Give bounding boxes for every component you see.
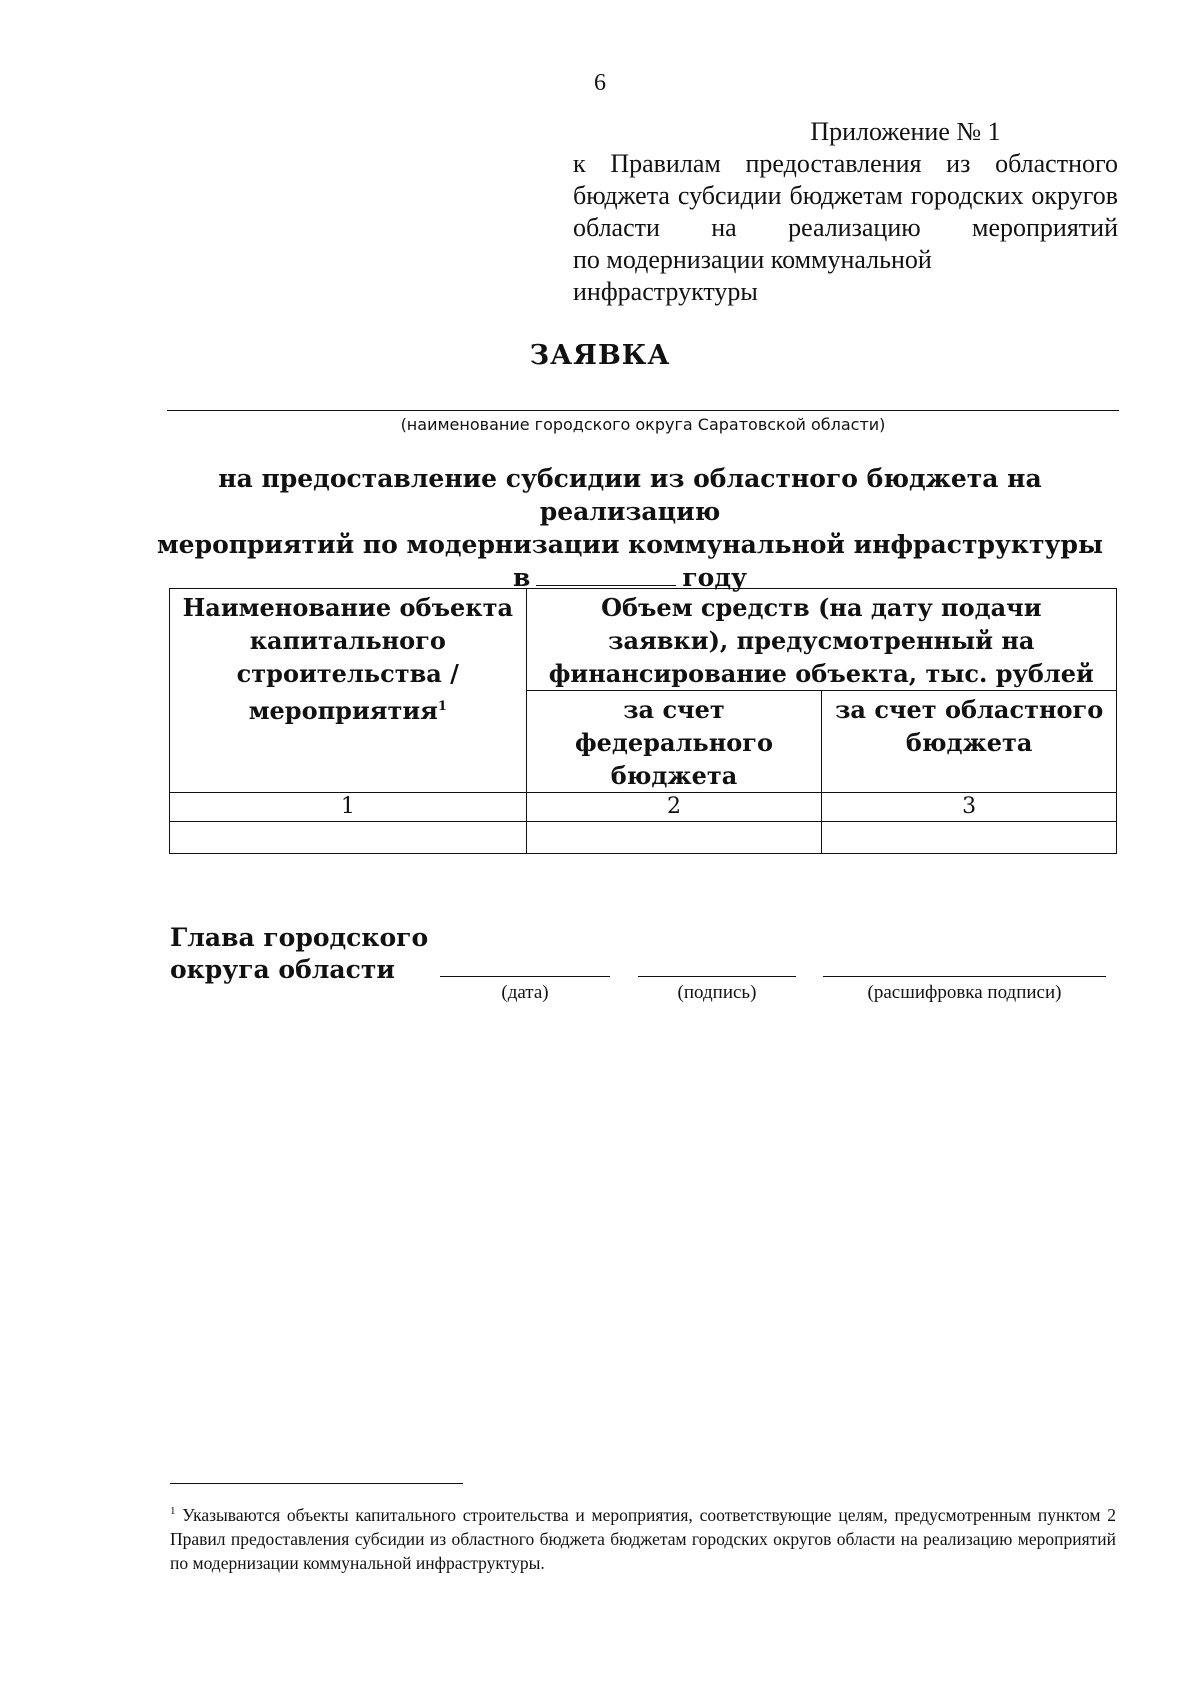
- col1-header: Наименование объекта капитального строительства / мероприятия: [182, 593, 513, 725]
- col3-header: за счет областного бюджета: [835, 695, 1104, 757]
- group-header: Объем средств (на дату подачи заявки), предусмотренный на финансирование объекта, тыс. рублей: [548, 593, 1094, 688]
- signature-field-line[interactable]: [638, 976, 796, 977]
- year-prefix: в: [512, 563, 531, 592]
- heading-line: мероприятий по модернизации коммунальной инфраструктуры: [156, 530, 1104, 559]
- request-table: [169, 588, 1117, 854]
- signature-caption: (подпись): [677, 982, 757, 1003]
- footnote-ref: 1: [437, 699, 447, 714]
- signature-decode-caption: (расшифровка подписи): [867, 982, 1062, 1003]
- document-heading: [130, 462, 1130, 594]
- col2-header-cell: [526, 691, 822, 793]
- signatory-label: [170, 922, 428, 986]
- footnote-text: Указываются объекты капитального строительства и мероприятия, соответствующие целям, предусмотренным пунктом 2 Правил предоставления субсидии из областного бюджета бюджетам городских округов области на реализацию мероприятий по модернизации коммунальной инфраструктуры.: [170, 1504, 1117, 1573]
- signature-decode-field-line[interactable]: [823, 976, 1106, 977]
- date-caption: (дата): [501, 982, 549, 1003]
- appendix-line: по модернизации коммунальной инфраструктуры: [573, 245, 932, 306]
- footnote: [170, 1499, 1116, 1575]
- column-number-1: 1: [170, 793, 527, 822]
- column-number-3: 3: [822, 793, 1117, 822]
- empty-cell-object[interactable]: [170, 822, 527, 854]
- page-number: 6: [594, 70, 606, 96]
- col2-header: за счет федерального бюджета: [574, 695, 773, 790]
- empty-cell-regional[interactable]: [822, 822, 1117, 854]
- year-field-line[interactable]: [536, 563, 676, 586]
- district-name-caption: (наименование городского округа Саратовской области): [400, 415, 886, 434]
- appendix-title: Приложение № 1: [810, 117, 1001, 146]
- footnote-separator: [170, 1483, 463, 1484]
- appendix-line: области на реализацию мероприятий: [573, 213, 1118, 242]
- heading-line: на предоставление субсидии из областного бюджета на реализацию: [218, 464, 1042, 526]
- district-name-field-line[interactable]: [167, 410, 1119, 411]
- appendix-line: бюджета субсидии бюджетам городских округов: [573, 181, 1118, 210]
- document-title: ЗАЯВКА: [529, 340, 671, 371]
- column-number-2: 2: [526, 793, 822, 822]
- group-header-cell: [526, 589, 1116, 691]
- empty-cell-federal[interactable]: [526, 822, 822, 854]
- col3-header-cell: [822, 691, 1117, 793]
- year-suffix: году: [682, 563, 748, 592]
- date-field-line[interactable]: [440, 976, 610, 977]
- appendix-line: к Правилам предоставления из областного: [573, 149, 1118, 178]
- col1-header-cell: [170, 589, 527, 793]
- appendix-block: [573, 116, 1118, 308]
- signatory-line: округа области: [170, 955, 395, 984]
- signatory-line: Глава городского: [170, 923, 429, 952]
- footnote-mark: 1: [170, 1505, 176, 1517]
